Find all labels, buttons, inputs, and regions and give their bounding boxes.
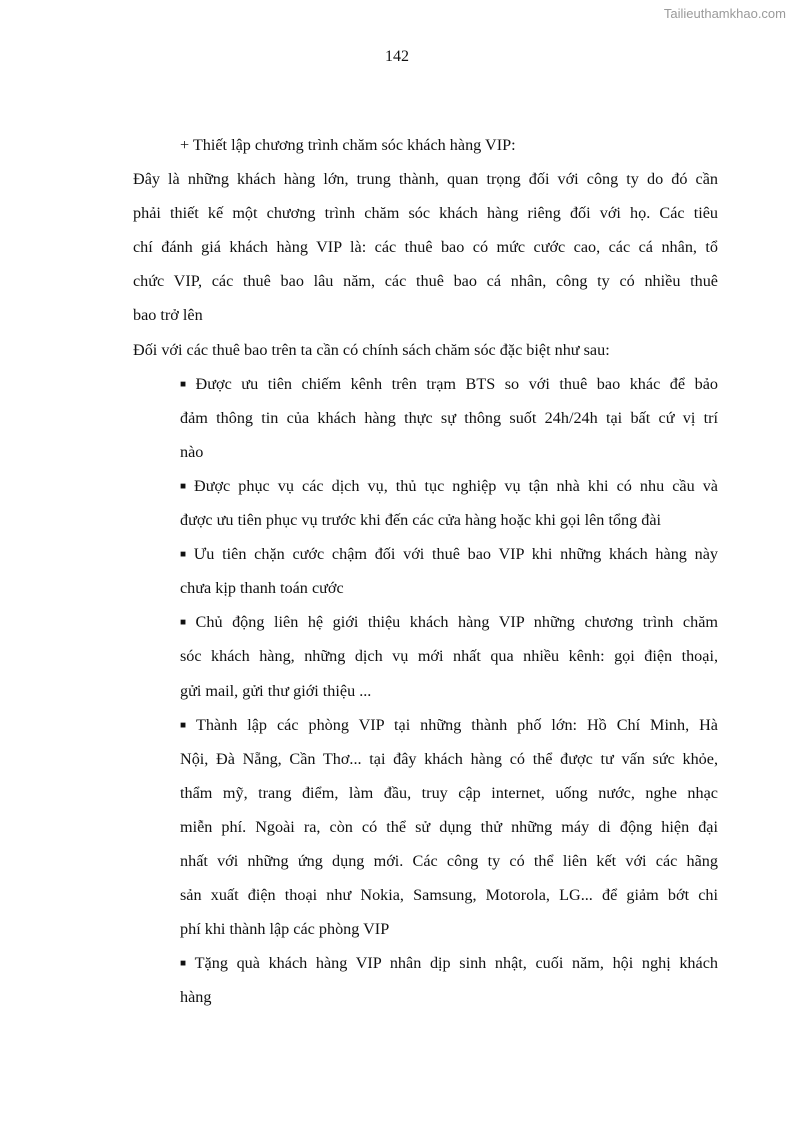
text-line <box>133 333 718 367</box>
text-line <box>180 878 718 912</box>
text-line <box>133 230 718 264</box>
bullet-item <box>180 708 718 947</box>
text-line <box>180 674 718 708</box>
text-line <box>180 776 718 810</box>
text-line <box>180 128 718 162</box>
line-text: chưa kịp thanh toán cước <box>180 579 344 598</box>
line-text: miễn phí. Ngoài ra, còn có thể sử dụng thử những máy di động hiện đại <box>180 817 718 836</box>
text-line <box>180 367 718 401</box>
line-text: được ưu tiên phục vụ trước khi đến các cửa hàng hoặc khi gọi lên tổng đài <box>180 511 662 530</box>
line-text: chí đánh giá khách hàng VIP là: các thuê bao có mức cước cao, các cá nhân, tổ <box>133 238 718 257</box>
text-line <box>180 503 718 537</box>
line-text: nào <box>180 442 204 461</box>
text-line <box>180 708 718 742</box>
text-line <box>180 639 718 673</box>
line-text: Đối với các thuê bao trên ta cần có chính sách chăm sóc đặc biệt như sau: <box>133 340 610 359</box>
text-line <box>133 298 718 332</box>
text-line <box>180 844 718 878</box>
bullet-square-icon: ■ <box>180 617 192 629</box>
line-text: + Thiết lập chương trình chăm sóc khách hàng VIP: <box>180 136 516 154</box>
bullet-square-icon: ■ <box>180 378 192 390</box>
text-line <box>180 537 718 571</box>
bullet-square-icon: ■ <box>180 480 191 492</box>
text-line <box>180 946 718 980</box>
line-text: gửi mail, gửi thư giới thiệu ... <box>180 681 372 700</box>
line-text: Thành lập các phòng VIP tại những thành phố lớn: Hồ Chí Minh, Hà <box>195 715 718 734</box>
bullet-item <box>180 605 718 707</box>
bullet-item <box>180 946 718 1014</box>
bullet-square-icon: ■ <box>180 549 190 561</box>
watermark: Tailieuthamkhao.com <box>663 6 786 21</box>
line-text: Tặng quà khách hàng VIP nhân dịp sinh nhật, cuối năm, hội nghị khách <box>194 954 718 973</box>
line-text: Chủ động liên hệ giới thiệu khách hàng VIP những chương trình chăm <box>195 613 718 632</box>
text-line <box>133 264 718 298</box>
paragraph <box>133 162 718 332</box>
line-text: chức VIP, các thuê bao lâu năm, các thuê bao cá nhân, công ty có nhiều thuê <box>133 272 718 291</box>
line-text: Được phục vụ các dịch vụ, thủ tục nghiệp vụ tận nhà khi có nhu cầu và <box>194 476 718 495</box>
line-text: phải thiết kế một chương trình chăm sóc khách hàng riêng đối với họ. Các tiêu <box>133 204 718 223</box>
text-line <box>180 571 718 605</box>
line-text: Được ưu tiên chiếm kênh trên trạm BTS so với thuê bao khác để bảo <box>195 374 718 393</box>
paragraph <box>133 333 718 367</box>
line-text: thẩm mỹ, trang điểm, làm đầu, truy cập internet, uống nước, nghe nhạc <box>180 783 718 802</box>
bullet-square-icon: ■ <box>180 719 192 731</box>
text-line <box>133 162 718 196</box>
text-line <box>180 469 718 503</box>
line-text: Đây là những khách hàng lớn, trung thành, quan trọng đối với công ty do đó cần <box>133 170 718 189</box>
line-text: Nội, Đà Nẵng, Cần Thơ... tại đây khách hàng có thể được tư vấn sức khỏe, <box>180 749 718 768</box>
bullet-item <box>180 367 718 469</box>
text-line <box>180 810 718 844</box>
bullet-item <box>180 469 718 537</box>
line-text: Ưu tiên chặn cước chậm đối với thuê bao VIP khi những khách hàng này <box>193 545 718 564</box>
text-line <box>133 196 718 230</box>
line-text: phí khi thành lập các phòng VIP <box>180 920 390 939</box>
text-line <box>180 605 718 639</box>
section-heading <box>180 128 718 162</box>
line-text: sóc khách hàng, những dịch vụ mới nhất qua nhiều kênh: gọi điện thoại, <box>180 647 718 666</box>
text-line <box>180 401 718 435</box>
text-line <box>180 980 718 1014</box>
bullet-square-icon: ■ <box>180 958 191 970</box>
line-text: hàng <box>180 988 212 1007</box>
document-body <box>133 128 718 1014</box>
text-line <box>180 912 718 946</box>
page-number: 142 <box>385 48 409 65</box>
line-text: đảm thông tin của khách hàng thực sự thông suốt 24h/24h tại bất cứ vị trí <box>180 408 718 427</box>
line-text: bao trở lên <box>133 306 203 325</box>
bullet-item <box>180 537 718 605</box>
text-line <box>180 435 718 469</box>
line-text: sản xuất điện thoại như Nokia, Samsung, Motorola, LG... để giảm bớt chi <box>180 886 718 905</box>
text-line <box>180 742 718 776</box>
line-text: nhất với những ứng dụng mới. Các công ty có thể liên kết với các hãng <box>180 851 718 870</box>
